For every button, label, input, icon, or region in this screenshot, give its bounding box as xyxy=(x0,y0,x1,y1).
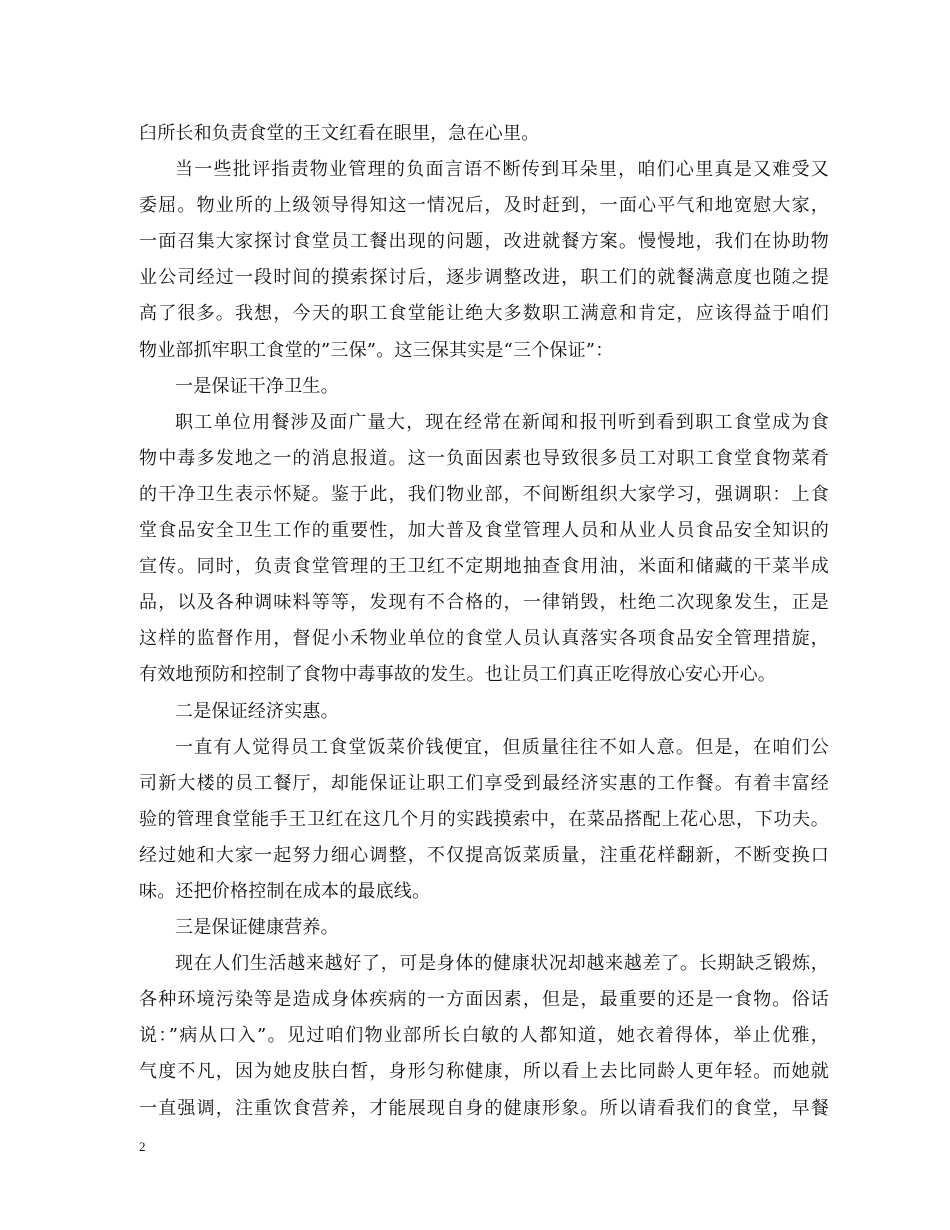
text-line: 验的管理食堂能手王卫红在这几个月的实践摸索中，在菜品搭配上花心思，下功夫。 xyxy=(139,808,829,830)
text-line: 品，以及各种调味料等等，发现有不合格的，一律销毁，杜绝二次现象发生，正是 xyxy=(139,592,829,614)
text-line: 一面召集大家探讨食堂员工餐出现的问题，改进就餐方案。慢慢地，我们在协助物 xyxy=(139,231,829,253)
text-line: 说：”病从口入”。见过咱们物业部所长白敏的人都知道，她衣着得体，举止优雅， xyxy=(139,1025,829,1047)
text-line: 一直强调，注重饮食营养，才能展现自身的健康形象。所以请看我们的食堂，早餐 xyxy=(139,1097,829,1119)
text-line: 经过她和大家一起努力细心调整，不仅提高饭菜质量，注重花样翻新，不断变换口 xyxy=(139,844,829,866)
text-line: 臼所长和负责食堂的王文红看在眼里，急在心里。 xyxy=(139,123,540,144)
text-line: 当一些批评指责物业管理的负面言语不断传到耳朵里，咱们心里真是又难受又 xyxy=(175,159,829,181)
text-line: 气度不凡，因为她皮肤白皙，身形匀称健康，所以看上去比同龄人更年轻。而她就 xyxy=(139,1061,829,1083)
text-line: 有效地预防和控制了食物中毒事故的发生。也让员工们真正吃得放心安心开心。 xyxy=(139,664,776,686)
text-line: 业公司经过一段时间的摸索探讨后，逐步调整改进，职工们的就餐满意度也随之提 xyxy=(139,267,829,289)
text-line: 高了很多。我想，今天的职工食堂能让绝大多数职工满意和肯定，应该得益于咱们 xyxy=(139,303,829,325)
text-line: 司新大楼的员工餐厅，却能保证让职工们享受到最经济实惠的工作餐。有着丰富经 xyxy=(139,772,829,794)
text-line: 味。还把价格控制在成本的最底线。 xyxy=(139,880,431,902)
page-number: 2 xyxy=(139,1139,146,1154)
text-line: 二是保证经济实惠。 xyxy=(175,700,339,722)
text-line: 堂食品安全卫生工作的重要性，加大普及食堂管理人员和从业人员食品安全知识的 xyxy=(139,520,829,542)
text-line: 宣传。同时，负责食堂管理的王卫红不定期地抽查食用油，米面和储藏的干菜半成 xyxy=(139,556,829,578)
text-line: 物中毒多发地之一的消息报道。这一负面因素也导致很多员工对职工食堂食物菜肴 xyxy=(139,447,829,469)
text-line: 现在人们生活越来越好了，可是身体的健康状况却越来越差了。长期缺乏锻炼， xyxy=(175,953,829,975)
text-line: 各种环境污染等是造成身体疾病的一方面因素，但是，最重要的还是一食物。俗话 xyxy=(139,989,829,1011)
text-line: 的干净卫生表示怀疑。鉴于此，我们物业部，不间断组织大家学习，强调职：上食 xyxy=(139,483,829,505)
text-line: 职工单位用餐涉及面广量大，现在经常在新闻和报刊听到看到职工食堂成为食 xyxy=(175,411,829,433)
text-line: 三是保证健康营养。 xyxy=(175,917,339,939)
text-line: 委屈。物业所的上级领导得知这一情况后，及时赶到，一面心平气和地宽慰大家， xyxy=(139,195,829,217)
text-line: 物业部抓牢职工食堂的”三保”。这三保其实是“三个保证”： xyxy=(139,339,614,361)
text-line: 这样的监督作用，督促小禾物业单位的食堂人员认真落实各项食品安全管理措旋， xyxy=(139,628,829,650)
text-line: 一是保证干净卫生。 xyxy=(175,375,339,397)
body-text xyxy=(139,116,829,1127)
text-line: 一直有人觉得员工食堂饭菜价钱便宜，但质量往往不如人意。但是，在咱们公 xyxy=(175,736,829,758)
